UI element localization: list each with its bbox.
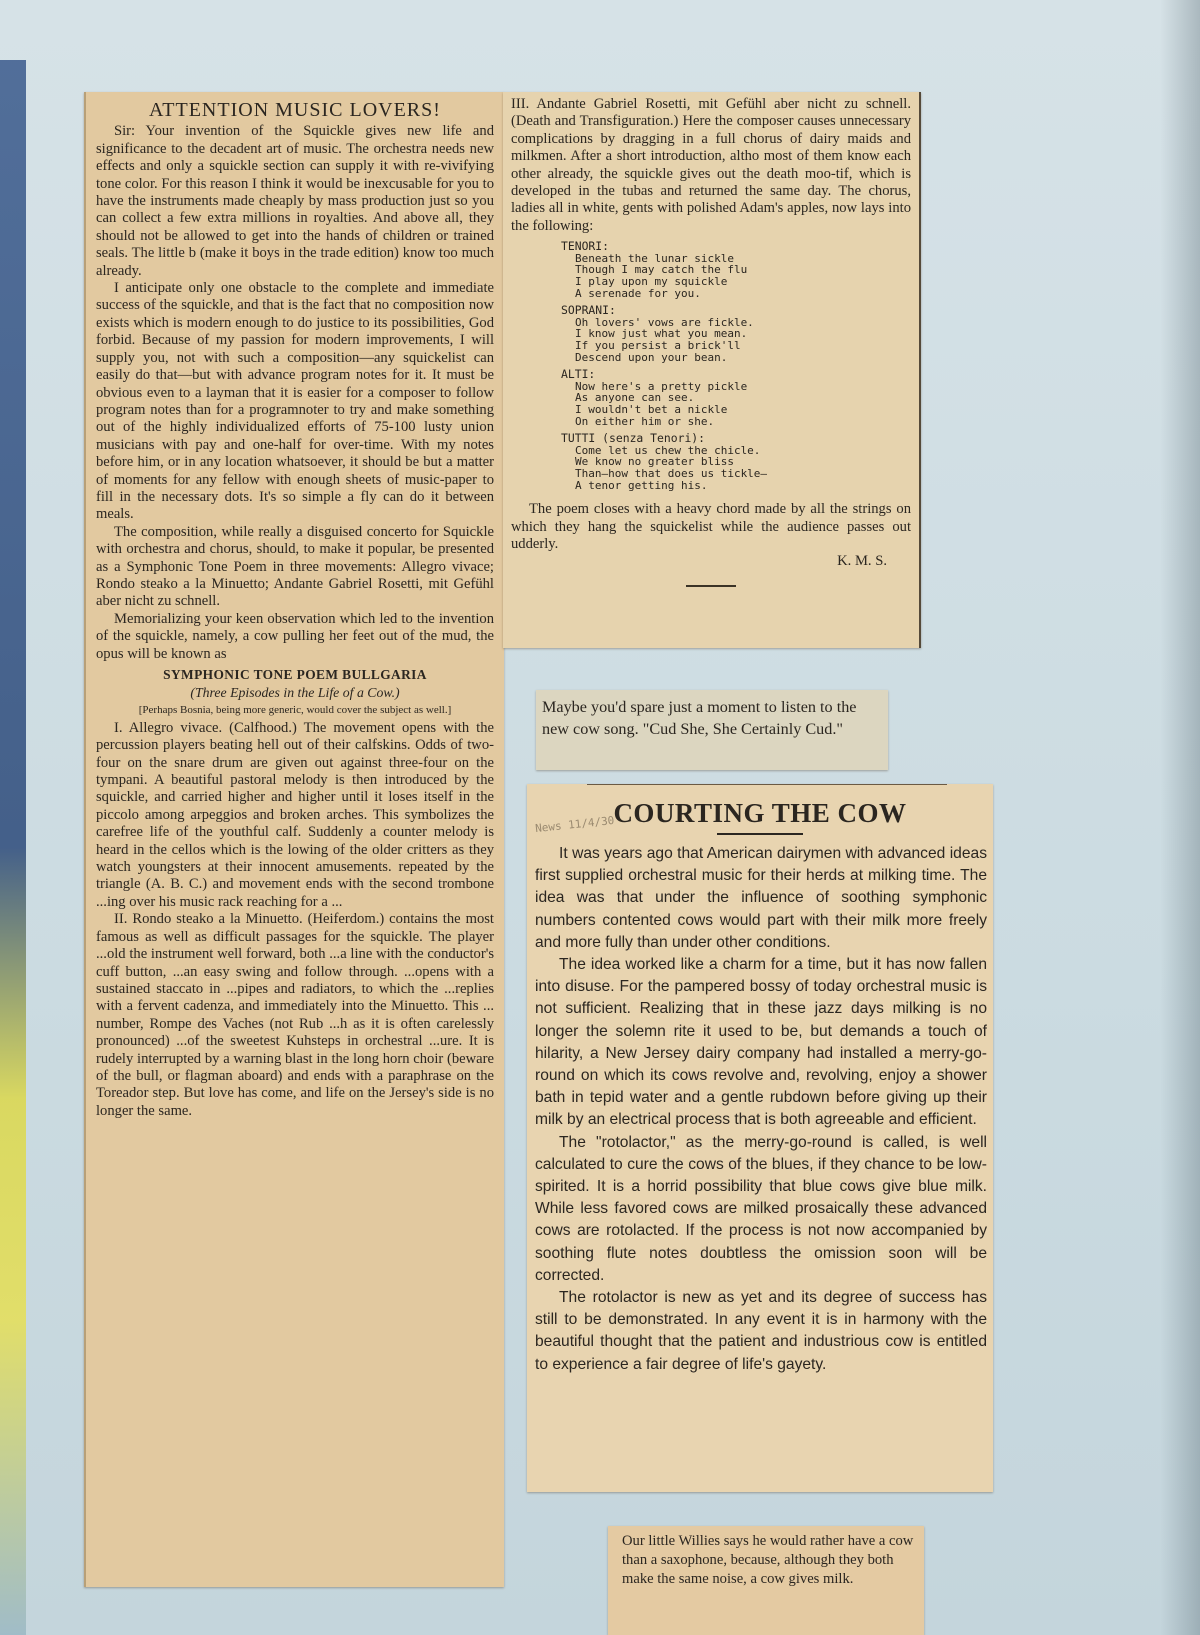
verse-line: We know no greater bliss (575, 455, 734, 469)
verse-line: On either him or she. (575, 414, 715, 428)
episodes-subtitle: (Three Episodes in the Life of a Cow.) (190, 685, 400, 701)
verse-label: TUTTI (senza Tenori): (561, 431, 706, 446)
verse-label: ALTI: (561, 367, 596, 382)
verse-label: TENORI: (561, 239, 610, 254)
courting-paragraph: The rotolactor is new as yet and its degree of success has still to be demonstrated. In any event it is in harmony with the beautiful thought that the patient and industrious cow is entitled to experience a fair degree of life's gayety. (535, 1289, 987, 1373)
andante-intro: III. Andante Gabriel Rosetti, mit Gefühl aber nicht zu schnell. (Death and Transfiguration.) Here the composer causes unnecessary complications by dragging in a full chorus of dairy maids and milkmen. After a short introduction, altho most of them know each other already, the squickle gives out the death moo-tif, which is developed in the tubas and returned the same day. The chorus, ladies all in white, gents with polished Adam's apples, now lays into the following: (511, 96, 911, 234)
signature: K. M. S. (837, 553, 887, 570)
movement-two: II. Rondo steako a la Minuetto. (Heiferdom.) contains the most famous as well as difficult passages for the squickle. The player ...old the instrument well forward, both ...a line with the conductor's cuff button, ...an easy swing and follow through. ...opens with a sustained staccato in ...pipes and radiators, to which the ...replies with a fervent cadenza, and immediately into the Minuetto. This ... number, Rompe des Vaches (not Rub ...h as it is often carelessly pronounced) ...of the sweetest Kuhsteps in orchestral ...ure. It is rudely interrupted by a warning blast in the long horn choir (beware of the bull, or flagman aboard) and ends with a paraphrase on the Toreador step. But love has come, and life on the Jersey's side is no longer the same. (96, 911, 494, 1119)
andante-clipping (503, 92, 921, 648)
verse-line: Come let us chew the chicle. (575, 443, 761, 457)
verse-line: I play upon my squickle (575, 275, 728, 289)
binder-strip (0, 60, 26, 1635)
verse-tutti (561, 431, 911, 492)
title-underline (717, 833, 803, 835)
verse-line: A serenade for you. (575, 286, 701, 300)
cud-song-note: Maybe you'd spare just a moment to listen to the new cow song. "Cud She, She Certainly Cud." (536, 690, 888, 770)
courting-title: COURTING THE COW (613, 798, 907, 828)
movement-one: I. Allegro vivace. (Calfhood.) The movement opens with the percussion players beating hell out of their calfskins. Odds of two-four on the snare drum are given out against three-four on the tympani. A beautiful pastoral melody is then introduced by the squickle, and carried higher and higher until it loses itself in the piccolo among arpeggios and broken arches. This symbolizes the carefree life of the youthful calf. Suddenly a counter melody is heard in the cellos which is the lowing of the older critters as they watch youngsters at their innocent amusements. repeated by the triangle (A. B. C.) and movement ends with the second trombone ...ing over his music rack reaching for a ... (96, 719, 494, 910)
page-edge-shadow (1160, 0, 1200, 1635)
verse-line: Though I may catch the flu (575, 263, 748, 277)
andante-closing: The poem closes with a heavy chord made by all the strings on which they hang the squickelist while the audience passes out udderly. (511, 501, 911, 552)
verse-line: I know just what you mean. (575, 327, 748, 341)
bracket-note: [Perhaps Bosnia, being more generic, would cover the subject as well.] (138, 703, 452, 716)
attention-title: ATTENTION MUSIC LOVERS! (149, 99, 441, 121)
courting-paragraph: The idea worked like a charm for a time, but it has now fallen into disuse. For the pampered bossy of today orchestral music is not sufficient. Realizing that in these jazz days milking is no longer the solemn rite it used to be, but demands a touch of hilarity, a New Jersey dairy company had installed a merry-go-round on which its cows revolve and, revolving, enjoy a shower bath in tepid water and a gentle rubdown before giving up their milk by an electrical process that is both agreeable and efficient. (535, 956, 987, 1129)
courting-paragraph: It was years ago that American dairymen with advanced ideas first supplied orchestral music for their herds at milking time. The idea was that under the influence of soothing symphonic numbers contented cows would part with their milk more freely and more fully than under other conditions. (535, 845, 987, 951)
willies-joke-clipping: Our little Willies says he would rather have a cow than a saxophone, because, although they both make the same noise, a cow gives milk. (608, 1526, 924, 1635)
attention-paragraph: The composition, while really a disguised concerto for Squickle with orchestra and chorus, should, to make it popular, be presented as a Symphonic Tone Poem in three movements: Allegro vivace; Rondo steako a la Minuetto; Andante Gabriel Rosetti, mit Gefühl aber nicht zu schnell. (96, 523, 494, 610)
verse-line: Beneath the lunar sickle (575, 251, 734, 265)
symphonic-subhead: SYMPHONIC TONE POEM BULLGARIA (163, 667, 427, 682)
verse-line: Than—how that does us tickle— (575, 466, 768, 480)
date-stamp: News 11/4/30 (534, 813, 615, 836)
verse-line: Oh lovers' vows are fickle. (575, 315, 754, 329)
attention-music-lovers-clipping (84, 92, 504, 1587)
verse-line: Now here's a pretty pickle (575, 379, 748, 393)
courting-the-cow-clipping (527, 784, 993, 1492)
closing-rule (686, 585, 736, 587)
verse-line: As anyone can see. (575, 391, 695, 405)
attention-paragraph: Sir: Your invention of the Squickle gives new life and significance to the decadent art of music. The orchestra needs new effects and only a squickle section can supply it with re-vivifying tone color. For this reason I think it would be inexcusable for you to have the instruments made cheaply by mass production just so you can collect a few extra millions in royalties. And above all, they should not be allowed to get into the hands of children or trained seals. The little b (make it boys in the trade edition) know too much already. (96, 123, 494, 279)
attention-paragraph: Memorializing your keen observation which led to the invention of the squickle, namely, a cow pulling her feet out of the mud, the opus will be known as (96, 610, 494, 662)
top-rule (587, 784, 947, 785)
verse-tenori (561, 239, 911, 300)
verse-line: I wouldn't bet a nickle (575, 402, 728, 416)
verse-label: SOPRANI: (561, 303, 616, 318)
attention-paragraph: I anticipate only one obstacle to the complete and immediate success of the squickle, and that is the fact that no composition now exists which is modern enough to do justice to its possibilities, God forbid. Because of my passion for modern improvements, I will supply you, not with such a composition—any squickelist can easily do that—but with advance program notes for it. It must be obvious even to a layman that it is easier for a composer to follow program notes than for a programnoter to try and make something out of the highly individualized efforts of 75-100 lusty union musicians with pay and one-half for over-time. With my notes before him, or in any location whatsoever, it should be but a matter of moments for any fellow with enough sheets of music-paper to fill in the necessary dots. It's so simple a fly can do it between meals. (96, 280, 494, 523)
verse-alti (561, 367, 911, 428)
verse-line: Descend upon your bean. (575, 350, 728, 364)
verse-line: If you persist a brick'll (575, 339, 741, 352)
verse-line: A tenor getting his. (575, 478, 708, 492)
verse-soprani (561, 303, 911, 364)
courting-paragraph: The "rotolactor," as the merry-go-round is called, is well calculated to cure the cows of the blues, if they chance to be low-spirited. It is a horrid possibility that blue cows give blue milk. While less favored cows are milked prosaically these advanced cows are rotolacted. If the process is not now accompanied by soothing flute notes doubtless the omission soon will be corrected. (535, 1133, 987, 1284)
